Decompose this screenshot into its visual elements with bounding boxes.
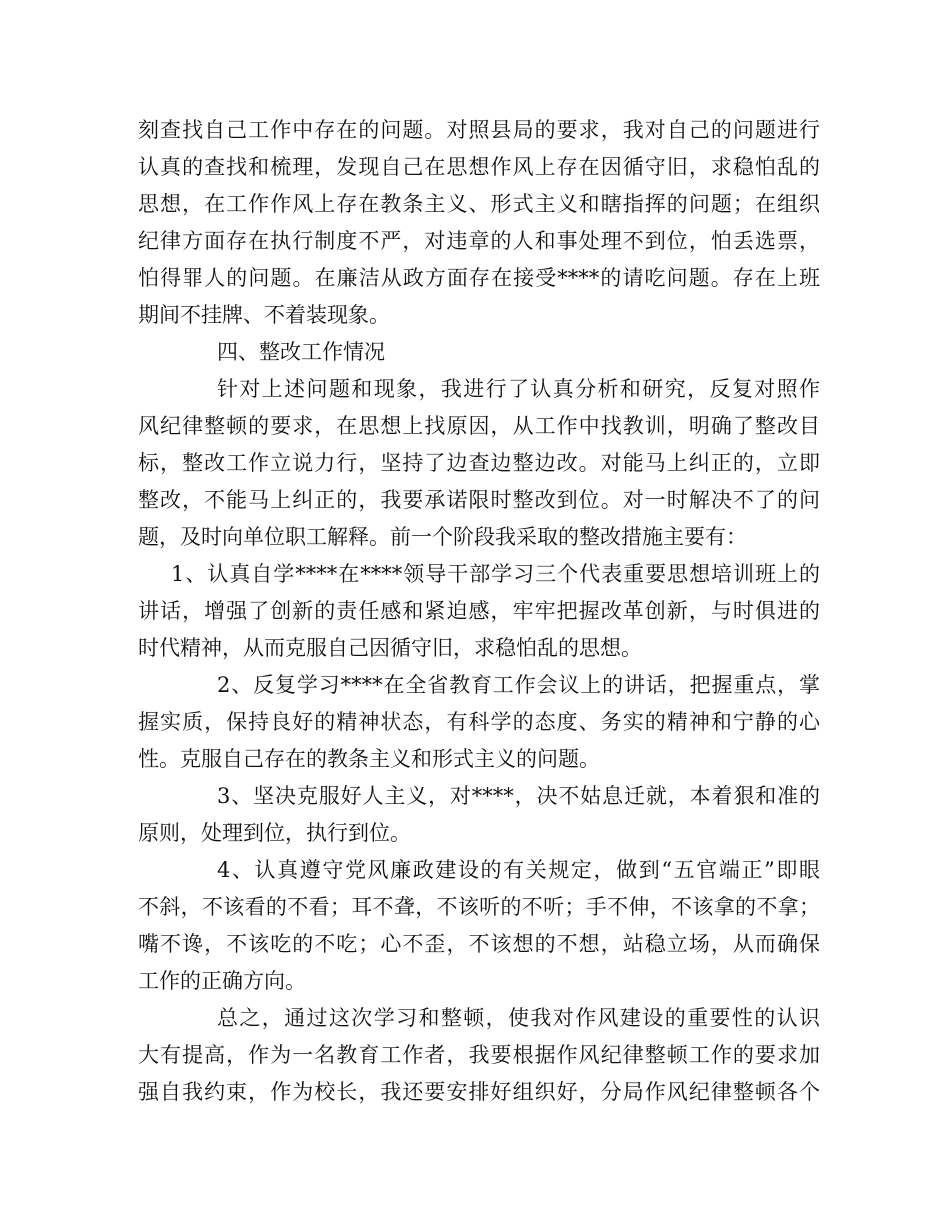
text-line: 性。克服自己存在的教条主义和形式主义的问题。 xyxy=(138,747,600,771)
text-line: 纪律方面存在执行制度不严，对违章的人和事处理不到位，怕丢选票， xyxy=(138,229,820,253)
text-line: 不斜，不该看的不看；耳不聋，不该听的不听；手不伸，不该拿的不拿； xyxy=(138,895,820,919)
text-line: 怕得罪人的问题。在廉洁从政方面存在接受****的请吃问题。存在上班 xyxy=(138,266,820,290)
text-line: 刻查找自己工作中存在的问题。对照县局的要求，我对自己的问题进行 xyxy=(138,118,820,142)
text-line: 嘴不谗，不该吃的不吃；心不歪，不该想的不想，站稳立场，从而确保 xyxy=(138,932,820,956)
text-line: 4、认真遵守党风廉政建设的有关规定，做到“五官端正”即眼 xyxy=(217,858,820,882)
text-line: 思想，在工作作风上存在教条主义、形式主义和瞎指挥的问题；在组织 xyxy=(138,192,820,216)
text-line: 强自我约束，作为校长，我还要安排好组织好，分局作风纪律整顿各个 xyxy=(138,1080,820,1104)
text-line: 针对上述问题和现象，我进行了认真分析和研究，反复对照作 xyxy=(217,377,820,401)
text-line: 原则，处理到位，执行到位。 xyxy=(138,821,411,845)
text-line: 3、坚决克服好人主义，对****，决不姑息迁就，本着狠和准的 xyxy=(217,784,820,808)
text-line: 总之，通过这次学习和整顿，使我对作风建设的重要性的认识 xyxy=(217,1006,820,1030)
text-line: 期间不挂牌、不着装现象。 xyxy=(138,303,390,327)
text-line: 整改，不能马上纠正的，我要承诺限时整改到位。对一时解决不了的问 xyxy=(138,488,820,512)
text-line: 认真的查找和梳理，发现自己在思想作风上存在因循守旧，求稳怕乱的 xyxy=(138,155,820,179)
document-body xyxy=(138,112,820,1111)
text-line: 握实质，保持良好的精神状态，有科学的态度、务实的精神和宁静的心 xyxy=(138,710,820,734)
text-line: 题，及时向单位职工解释。前一个阶段我采取的整改措施主要有： xyxy=(138,525,747,549)
text-line: 标，整改工作立说力行，坚持了边查边整边改。对能马上纠正的，立即 xyxy=(138,451,820,475)
text-line: 工作的正确方向。 xyxy=(138,969,306,993)
text-line: 时代精神，从而克服自己因循守旧，求稳怕乱的思想。 xyxy=(138,636,642,660)
text-line: 大有提高，作为一名教育工作者，我要根据作风纪律整顿工作的要求加 xyxy=(138,1043,820,1067)
text-line: 讲话，增强了创新的责任感和紧迫感，牢牢把握改革创新，与时俱进的 xyxy=(138,599,820,623)
text-line: 四、整改工作情况 xyxy=(217,340,385,364)
text-line: 风纪律整顿的要求，在思想上找原因，从工作中找教训，明确了整改目 xyxy=(138,414,820,438)
text-line: 2、反复学习****在全省教育工作会议上的讲话，把握重点，掌 xyxy=(217,673,820,697)
text-line: 1、认真自学****在****领导干部学习三个代表重要思想培训班上的 xyxy=(171,562,820,586)
